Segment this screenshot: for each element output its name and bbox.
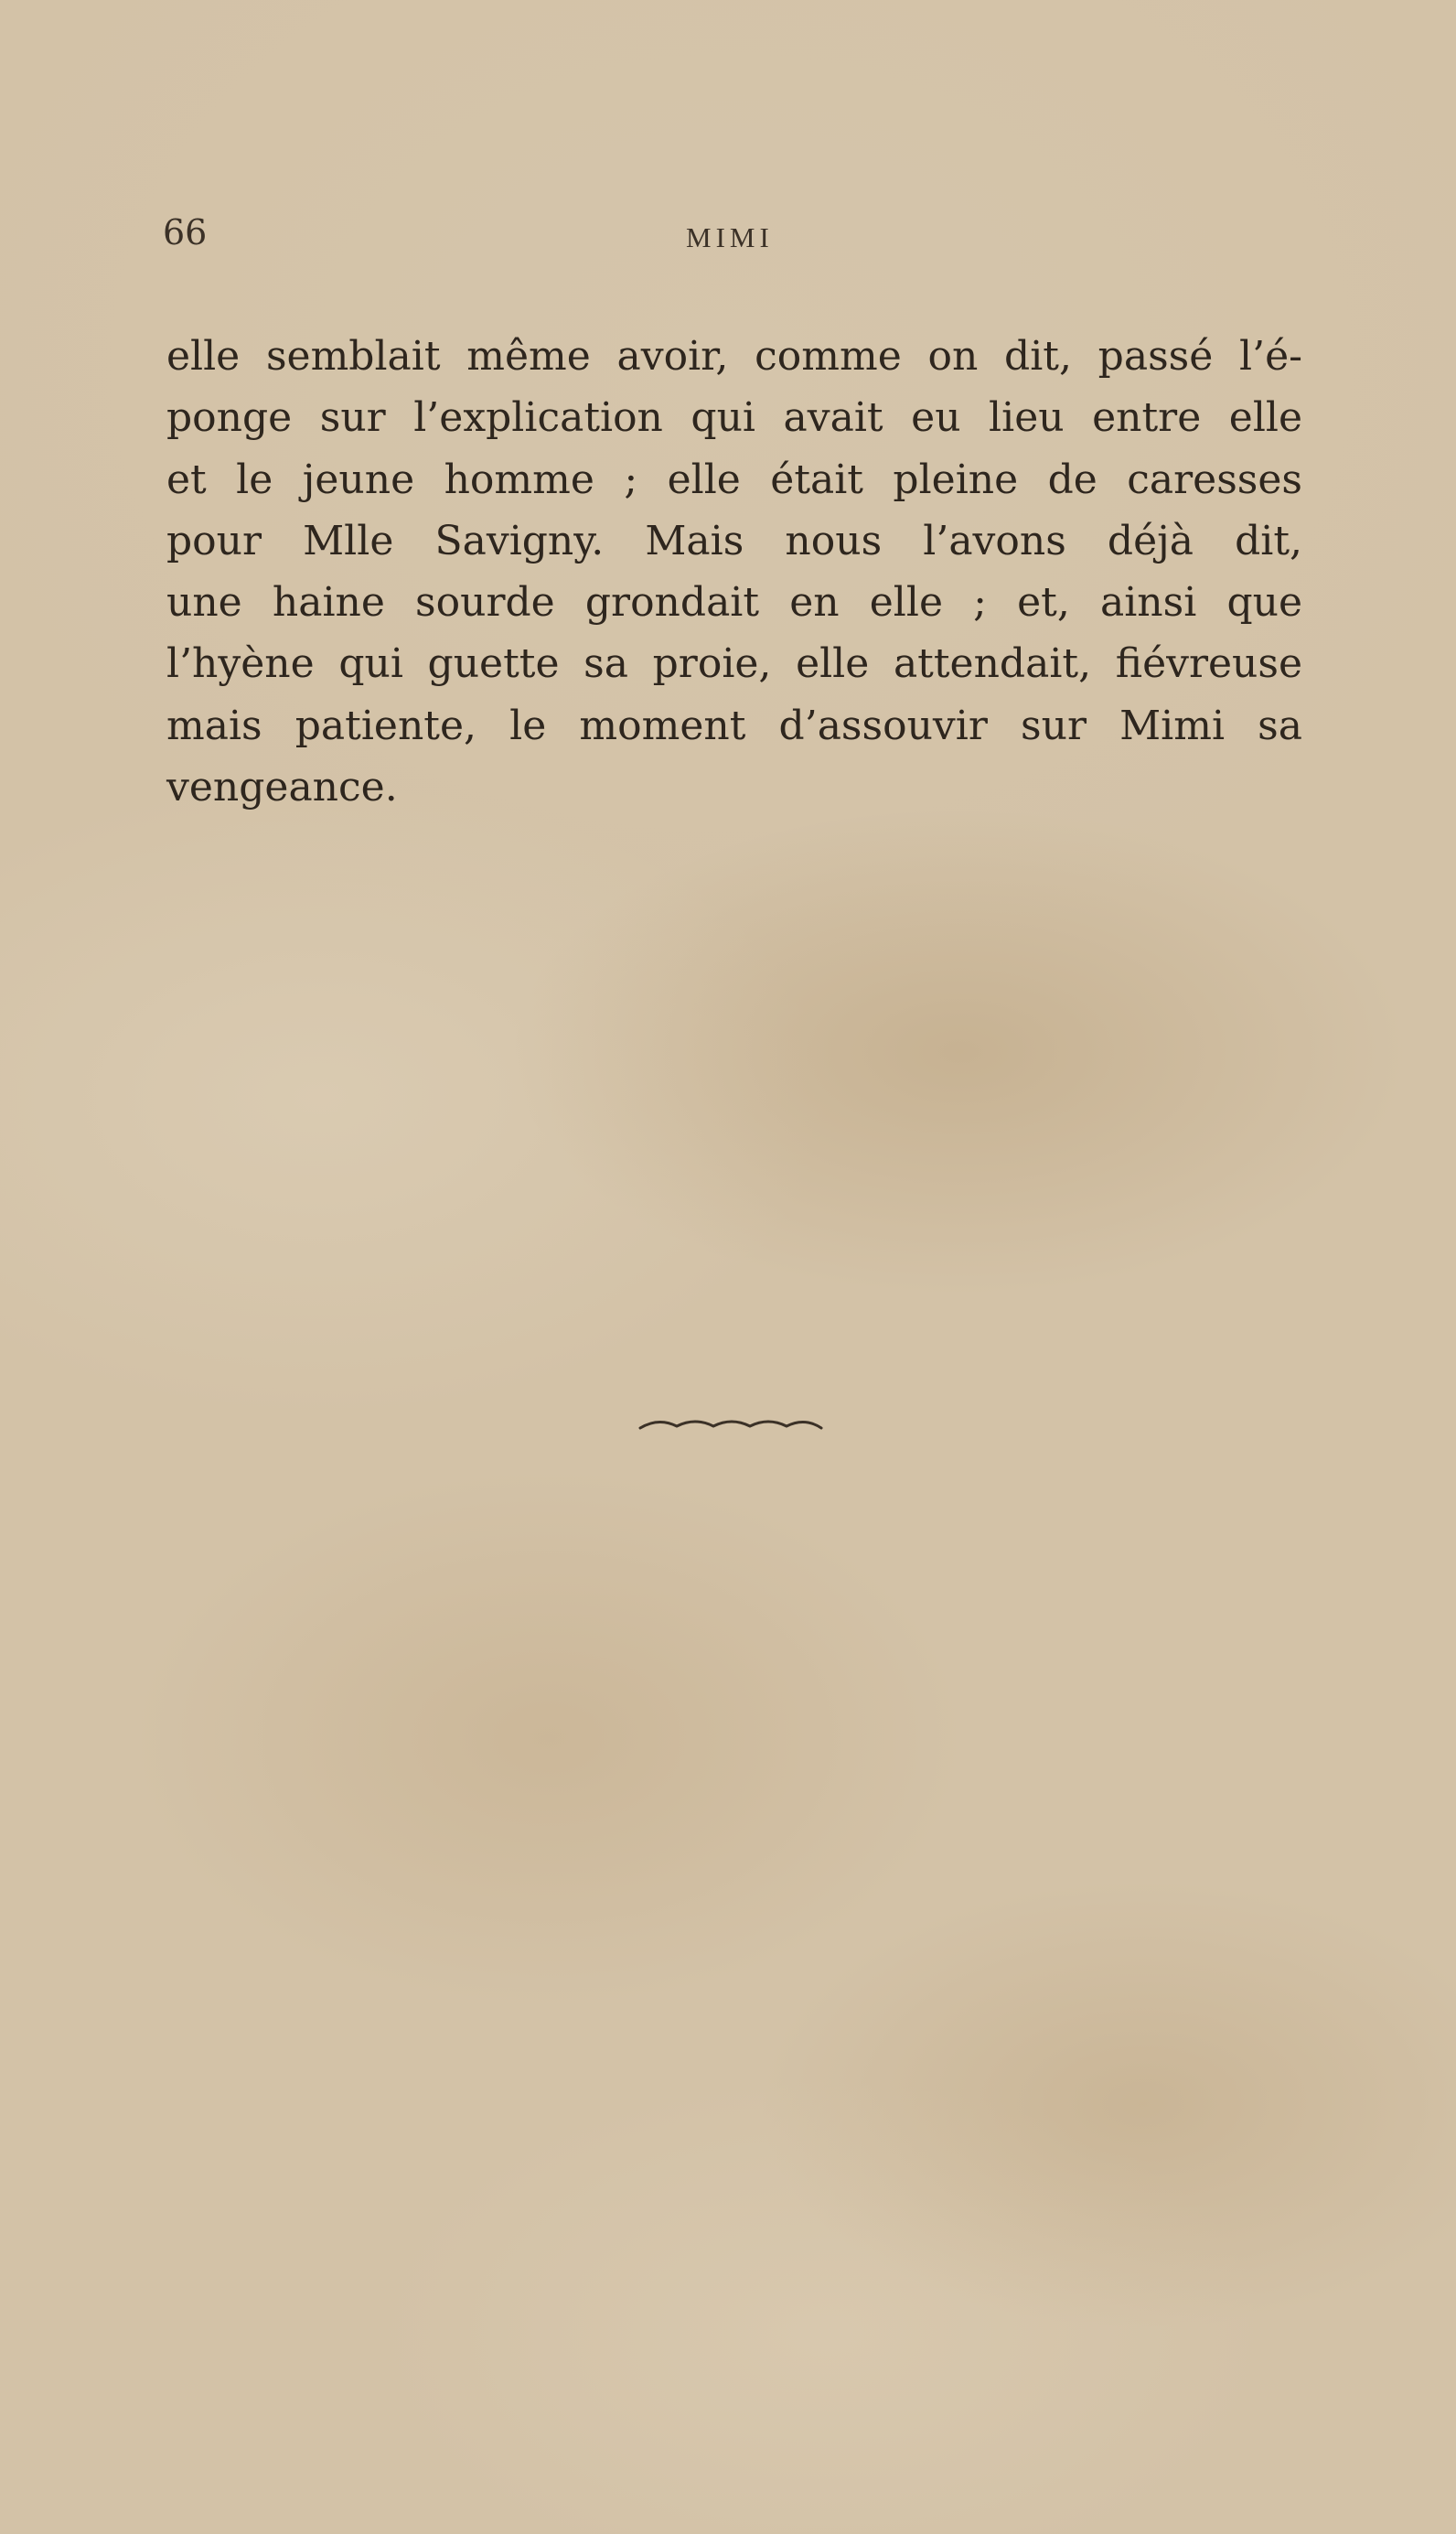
- text-line: ponge sur l’explication qui avait eu lieu entre elle: [166, 394, 1302, 442]
- body-paragraph: [166, 326, 1302, 818]
- text-line: pour Mlle Savigny. Mais nous l’avons déjà dit,: [166, 517, 1302, 564]
- end-ornament: [638, 1413, 823, 1435]
- page-header: [163, 212, 1306, 267]
- text-line: elle semblait même avoir, comme on dit, passé l’é-: [166, 333, 1302, 380]
- running-title: MIMI: [686, 221, 774, 253]
- text-line: une haine sourde grondait en elle ; et, ainsi que: [166, 579, 1302, 627]
- text-line: l’hyène qui guette sa proie, elle attendait, fiévreuse: [166, 640, 1302, 688]
- text-line: mais patiente, le moment d’assouvir sur Mimi sa: [166, 702, 1302, 749]
- page-number: 66: [163, 212, 208, 252]
- text-line: et le jeune homme ; elle était pleine de caresses: [166, 456, 1302, 503]
- text-line: vengeance.: [166, 764, 398, 811]
